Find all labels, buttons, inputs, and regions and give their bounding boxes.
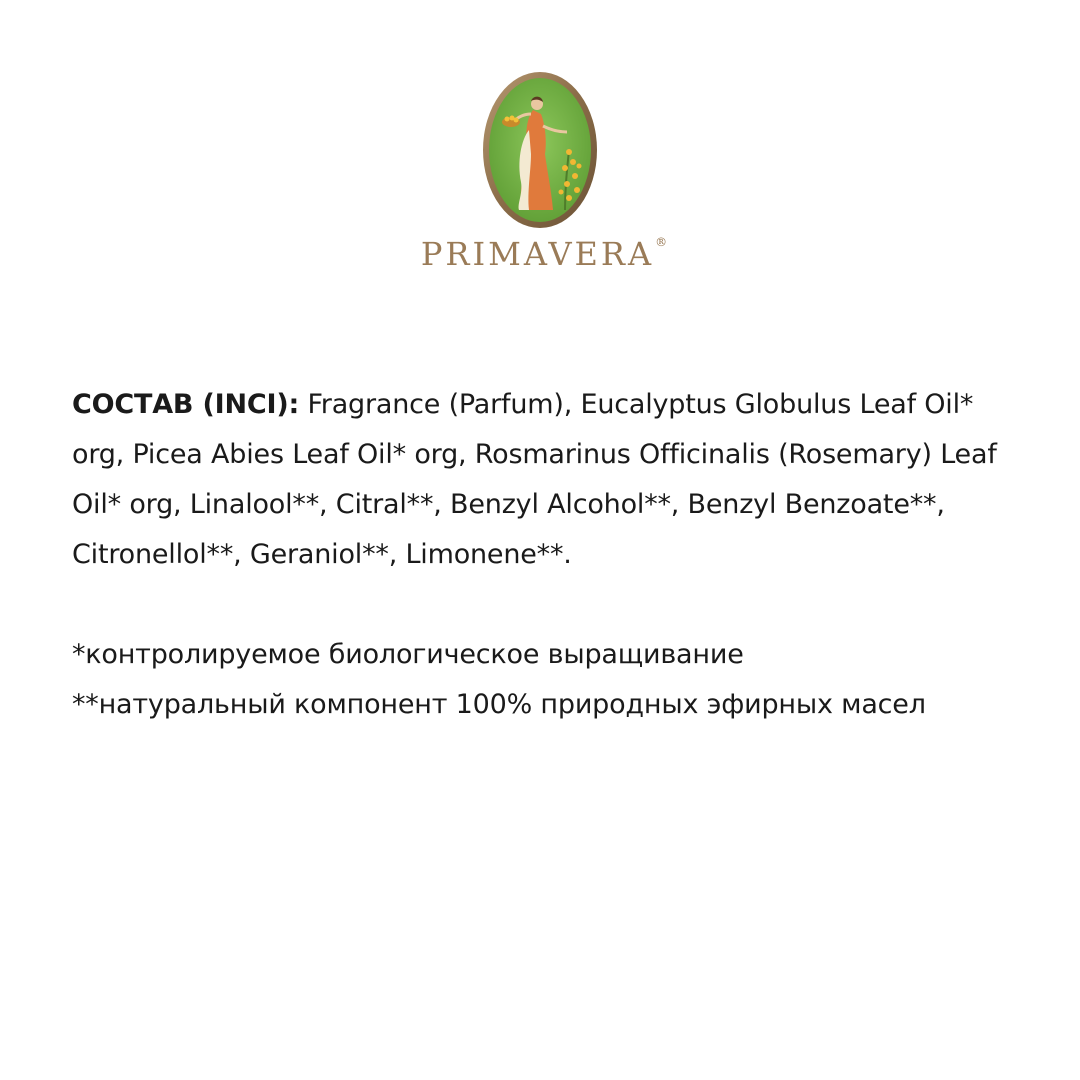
brand-logo [0, 70, 1080, 273]
ingredients-paragraph [72, 380, 1022, 580]
ingredients-text: Fragrance (Parfum), Eucalyptus Globulus Leaf Oil* org, Picea Abies Leaf Oil* org, Rosmarinus Officinalis (Rosemary) Leaf Oil* org, Linalool**, Citral**, Benzyl Alcohol**, Benzyl Benzoate**, Citronellol**, Geraniol**, Limonene**. [72, 389, 997, 570]
footnote-natural: **натуральный компонент 100% природных эфирных масел [72, 689, 926, 720]
brand-name: PRIMAVERA® [420, 235, 668, 273]
primavera-medallion-icon [481, 70, 599, 230]
ingredients-label: СОСТАВ (INCI): [72, 389, 300, 420]
footnotes [72, 630, 1022, 730]
footnote-organic: *контролируемое биологическое выращивание [72, 639, 744, 670]
